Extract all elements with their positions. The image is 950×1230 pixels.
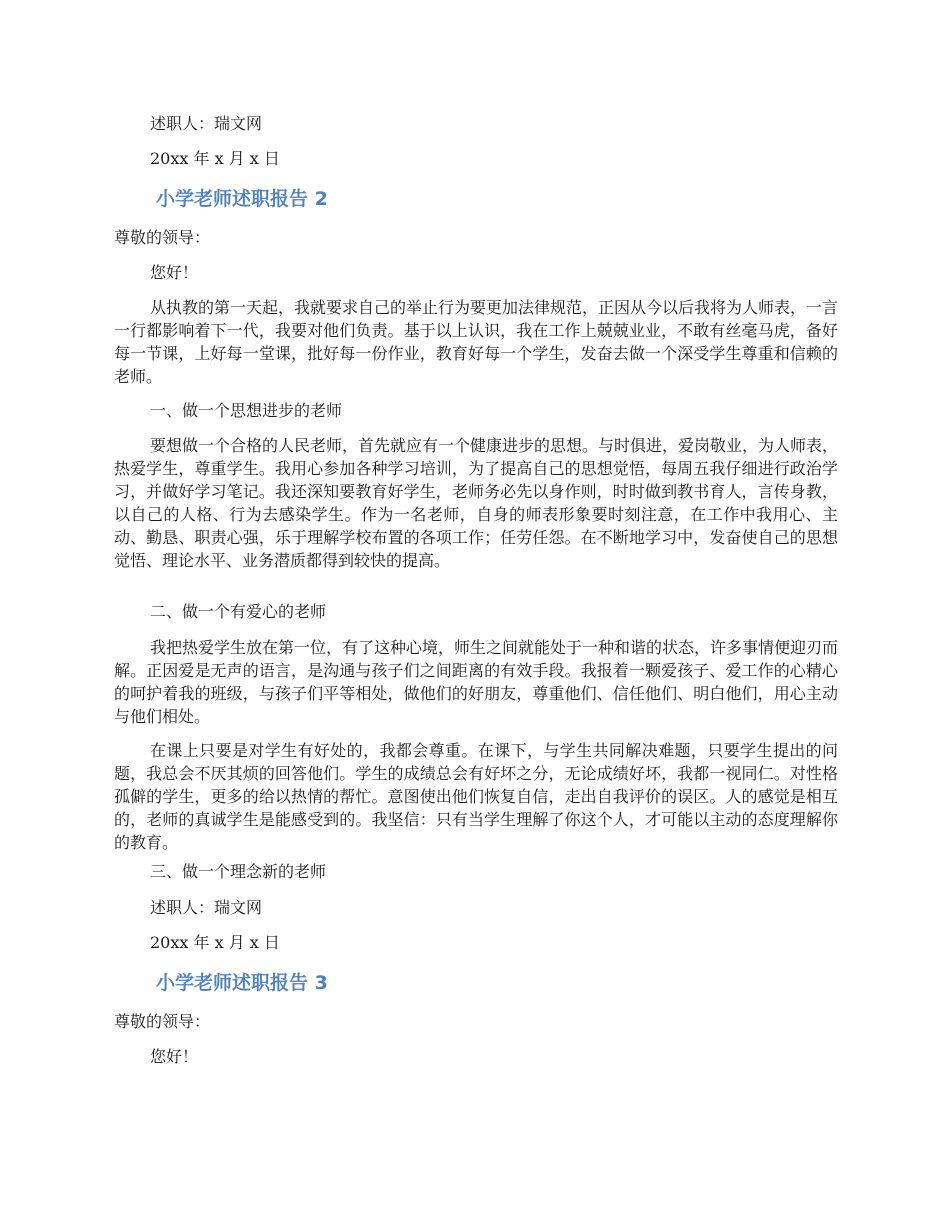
greeting-3: 您好！ — [150, 1047, 199, 1066]
date-line-2: 20xx 年 x 月 x 日 — [150, 933, 280, 952]
section-heading-2: 二、做一个有爱心的老师 — [150, 602, 327, 621]
salutation: 尊敬的领导： — [114, 228, 211, 247]
salutation-3: 尊敬的领导： — [114, 1012, 211, 1031]
date-line: 20xx 年 x 月 x 日 — [150, 149, 280, 168]
report-3-title: 小学老师述职报告 3 — [156, 972, 328, 994]
greeting: 您好！ — [150, 263, 199, 282]
section-heading-3: 三、做一个理念新的老师 — [150, 862, 327, 881]
paragraph-thought: 要想做一个合格的人民老师，首先就应有一个健康进步的思想。与时俱进，爱岗敬业，为人师表，热爱学生，尊重学生。我用心参加各种学习培训，为了提高自己的思想觉悟，每周五我仔细进行政治学习，并做好学习笔记。我还深知要教育好学生，老师务必先以身作则，时时做到教书育人，言传身教，以自己的人格、行为去感染学生。作为一名老师，自身的师表形象要时刻注意，在工作中我用心、主动、勤恳、职责心强，乐于理解学校布置的各项工作；任劳任怨。在不断地学习中，发奋使自己的思想觉悟、理论水平、业务潜质都得到较快的提高。 — [114, 436, 839, 570]
section-heading-1: 一、做一个思想进步的老师 — [150, 401, 343, 420]
signer-line-2: 述职人：瑞文网 — [150, 898, 263, 917]
signer-line: 述职人：瑞文网 — [150, 114, 263, 133]
paragraph-love: 我把热爱学生放在第一位，有了这种心境，师生之间就能处于一种和谐的状态，许多事情便迎刃而解。正因爱是无声的语言，是沟通与孩子们之间距离的有效手段。我报着一颗爱孩子、爱工作的心精心的呵护着我的班级，与孩子们平等相处，做他们的好朋友，尊重他们、信任他们、明白他们，用心主动与他们相处。 — [114, 638, 839, 726]
paragraph-class: 在课上只要是对学生有好处的，我都会尊重。在课下，与学生共同解决难题，只要学生提出的问题，我总会不厌其烦的回答他们。学生的成绩总会有好坏之分，无论成绩好坏，我都一视同仁。对性格孤僻的学生，更多的给以热情的帮忙。意图使出他们恢复自信，走出自我评价的误区。人的感觉是相互的，老师的真诚学生是能感受到的。我坚信：只有当学生理解了你这个人，才可能以主动的态度理解你的教育。 — [114, 741, 838, 852]
report-2-title: 小学老师述职报告 2 — [156, 188, 328, 210]
intro-paragraph: 从执教的第一天起，我就要求自己的举止行为要更加法律规范，正因从今以后我将为人师表，一言一行都影响着下一代，我要对他们负责。基于以上认识，我在工作上兢兢业业，不敢有丝毫马虎，备好每一节课，上好每一堂课，批好每一份作业，教育好每一个学生，发奋去做一个深受学生尊重和信赖的老师。 — [114, 298, 839, 386]
